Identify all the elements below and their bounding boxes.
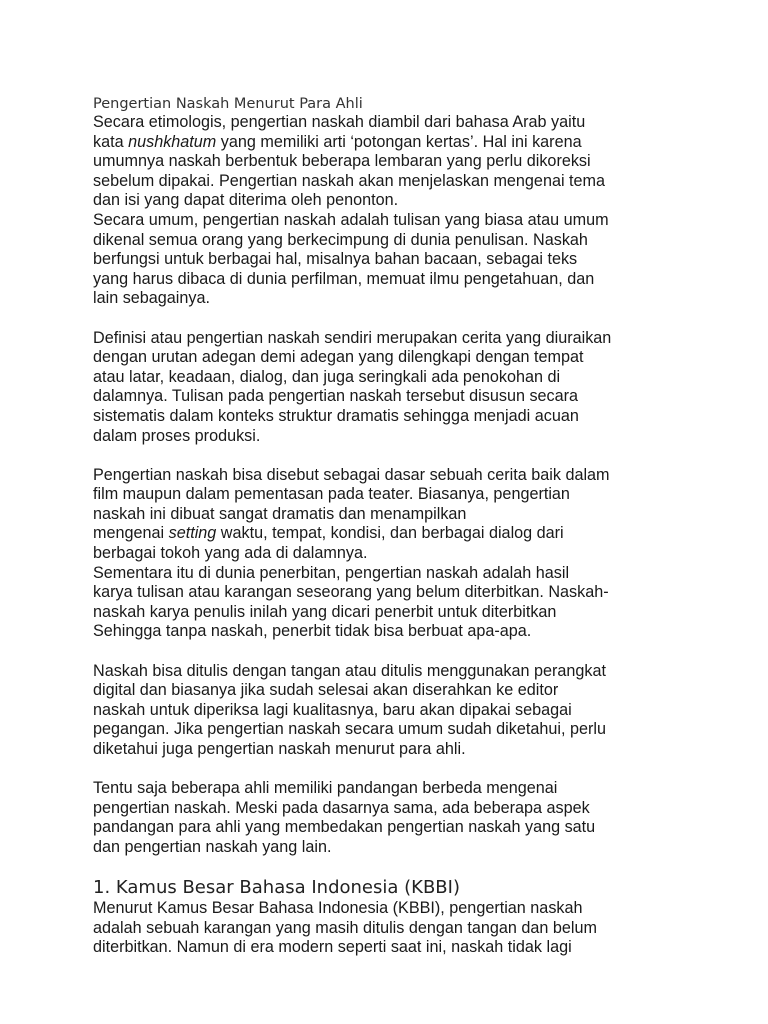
paragraph-basis-italic: setting xyxy=(168,524,217,543)
section-heading-kbbi: 1. Kamus Besar Bahasa Indonesia (KBBI) xyxy=(93,877,460,899)
paragraph-general: Secara umum, pengertian naskah adalah tulisan yang biasa atau umum dikenal semua orang yang berkecimpung di dunia penulisan. Naskah berfungsi untuk berbagai hal, misalnya bahan bacaan, sebagai teks yang harus dibaca di dunia perfilman, memuat ilmu pengetahuan, dan lain sebagainya. xyxy=(93,210,609,308)
paragraph-etymology-text-b: yang memiliki arti ‘potongan kertas’. Hal ini karena umumnya naskah berbentuk beberapa lembaran yang perlu dikoreksi sebelum dipakai. Pengertian naskah akan menjelaskan mengenai tema dan isi yang dapat diterima oleh penonton. xyxy=(93,132,606,210)
paragraph-definition: Definisi atau pengertian naskah sendiri merupakan cerita yang diuraikan dengan urutan adegan demi adegan yang dilengkapi dengan tempat atau latar, keadaan, dialog, dan juga seringkali ada penokohan di dalamnya. Tulisan pada pengertian naskah tersebut disusun secara sistematis dalam konteks struktur dramatis sehingga menjadi acuan dalam proses produksi. xyxy=(93,328,612,445)
paragraph-publishing: Sementara itu di dunia penerbitan, pengertian naskah adalah hasil karya tulisan atau karangan seseorang yang belum diterbitkan. Naskah- naskah karya penulis inilah yang dicari penerbit untuk diterbitkan Sehingga tanpa naskah, penerbit tidak bisa berbuat apa-apa. xyxy=(93,563,609,641)
paragraph-etymology xyxy=(93,113,683,211)
document-page xyxy=(93,95,683,958)
paragraph-writing-method: Naskah bisa ditulis dengan tangan atau ditulis menggunakan perangkat digital dan biasanya jika sudah selesai akan diserahkan ke editor naskah untuk diperiksa lagi kualitasnya, baru akan dipakai sebagai pegangan. Jika pengertian naskah secara umum sudah diketahui, perlu diketahui juga pengertian naskah menurut para ahli. xyxy=(93,661,606,758)
paragraph-spacer xyxy=(93,858,683,878)
paragraph-basis-text-a: Pengertian naskah bisa disebut sebagai dasar sebuah cerita baik dalam film maupun dalam pementasan pada teater. Biasanya, pengertian naskah ini dibuat sangat dramatis dan menampilkan mengenai xyxy=(93,465,610,543)
page-title: Pengertian Naskah Menurut Para Ahli xyxy=(93,96,363,112)
paragraph-spacer xyxy=(93,760,683,780)
paragraph-etymology-italic: nushkhatum xyxy=(128,132,217,151)
paragraph-spacer xyxy=(93,642,683,662)
paragraph-basis xyxy=(93,466,683,564)
paragraph-spacer xyxy=(93,309,683,329)
paragraph-kbbi: Menurut Kamus Besar Bahasa Indonesia (KBBI), pengertian naskah adalah sebuah karangan yang masih ditulis dengan tangan dan belum diterbitkan. Namun di era modern seperti saat ini, naskah tidak lagi xyxy=(93,899,597,957)
paragraph-experts: Tentu saja beberapa ahli memiliki pandangan berbeda mengenai pengertian naskah. Meski pada dasarnya sama, ada beberapa aspek pandangan para ahli yang membedakan pengertian naskah yang satu dan pengertian naskah yang lain. xyxy=(93,779,596,856)
paragraph-spacer xyxy=(93,446,683,466)
paragraph-etymology-text-a: Secara etimologis, pengertian naskah diambil dari bahasa Arab yaitu kata xyxy=(93,113,586,151)
paragraph-basis-text-b: waktu, tempat, kondisi, dan berbagai dialog dari berbagai tokoh yang ada di dalamnya. xyxy=(93,524,564,563)
